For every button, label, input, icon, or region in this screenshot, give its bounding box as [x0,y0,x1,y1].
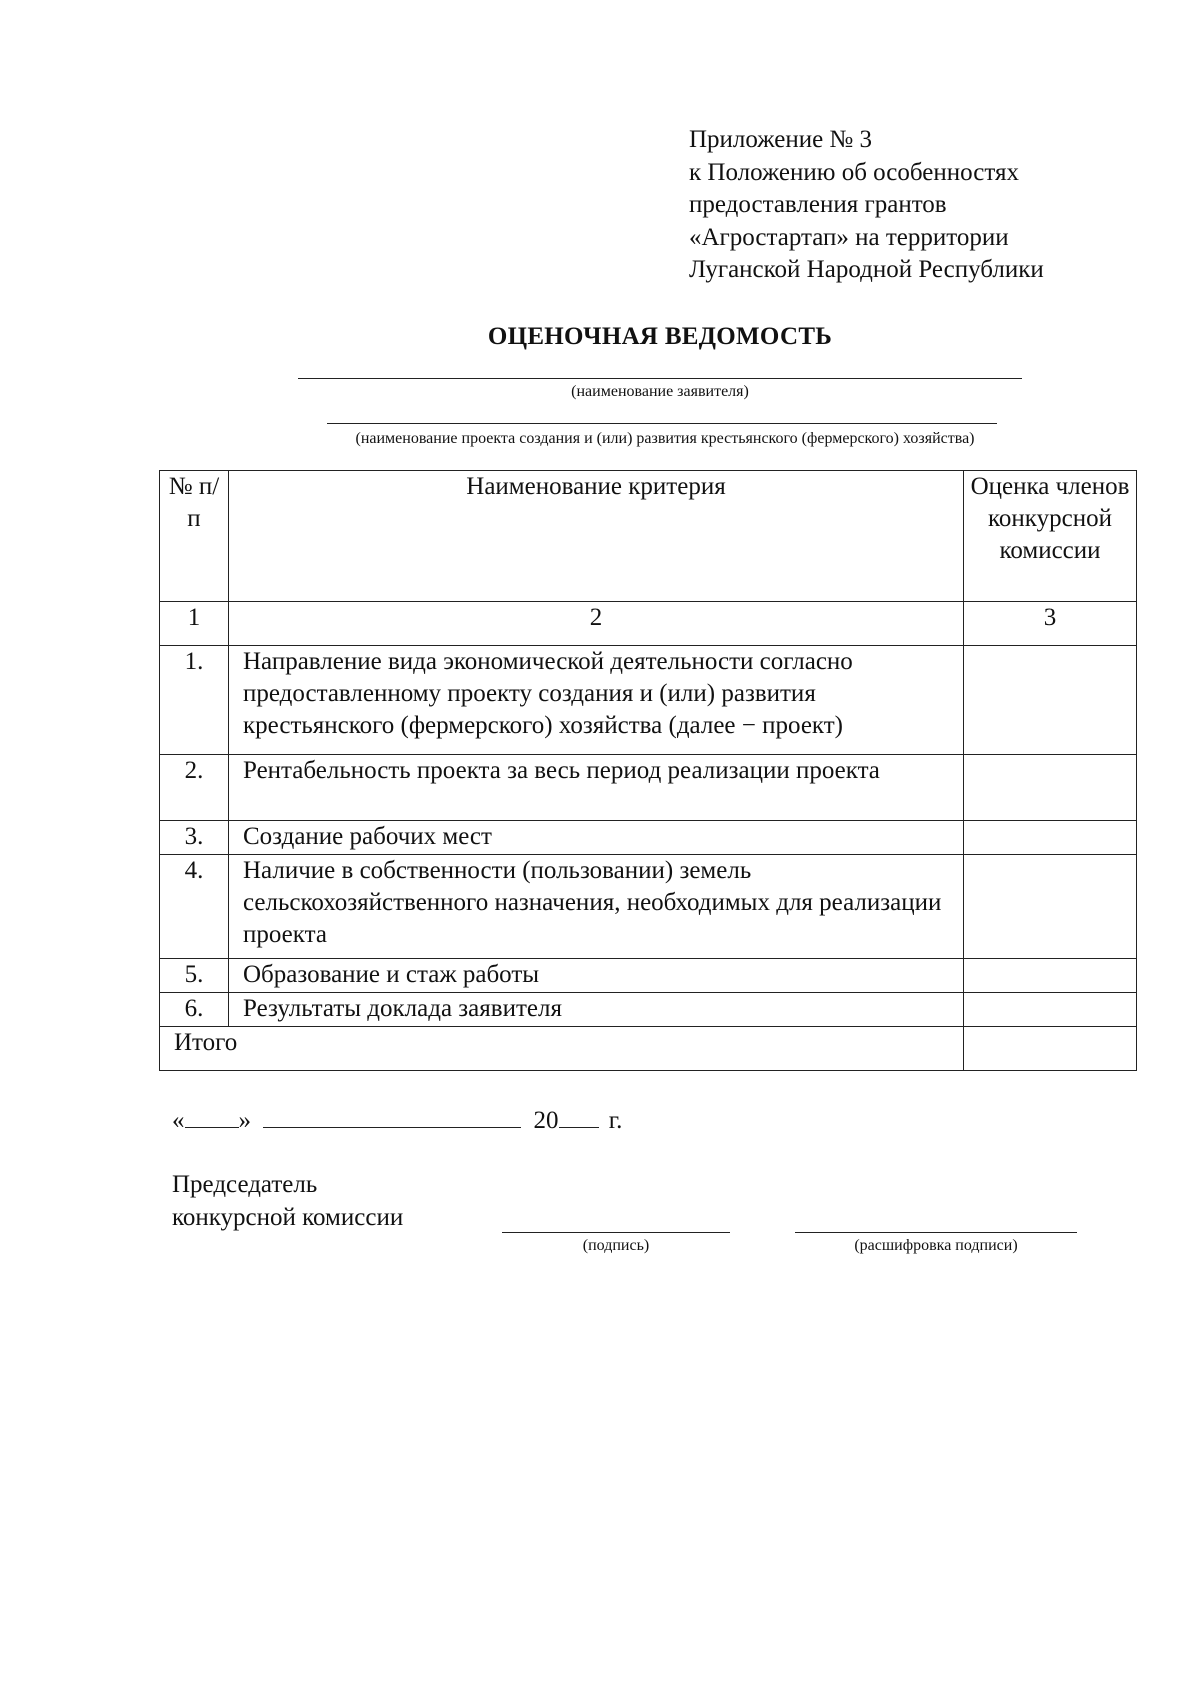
score-cell[interactable] [964,993,1137,1027]
column-number: 2 [229,602,964,646]
total-row [160,1027,1137,1071]
header-score: Оценка членов конкурсной комиссии [964,471,1137,602]
table-row [160,646,1137,755]
appendix-line: предоставления грантов [689,191,947,218]
signature-caption: (подпись) [582,1237,650,1254]
month-field[interactable] [263,1103,521,1128]
appendix-line: «Агростартап» на территории [689,223,1009,251]
appendix-header [689,124,1044,287]
project-name-field[interactable] [327,423,997,424]
column-number: 3 [964,602,1137,646]
signature-decode-caption: (расшифровка подписи) [854,1237,1018,1254]
row-number: 4. [160,855,229,959]
table-row [160,959,1137,993]
row-number: 3. [160,821,229,855]
score-cell[interactable] [964,959,1137,993]
row-number: 1. [160,646,229,755]
chairman-block [172,1168,403,1234]
appendix-line: Луганской Народной Республики [689,256,1044,283]
day-field[interactable] [185,1103,239,1128]
column-number-row [160,602,1137,646]
score-cell[interactable] [964,646,1137,755]
date-close-quote: » [238,1107,251,1134]
criterion-name: Направление вида экономической деятельности согласно предоставленному проекту создания и (или) развития крестьянского (фермерского) хозяйства (далее − проект) [229,646,964,755]
total-score-cell[interactable] [964,1027,1137,1071]
criterion-name: Рентабельность проекта за весь период реализации проекта [229,755,964,821]
date-line [172,1103,622,1135]
project-caption: (наименование проекта создания и (или) развития крестьянского (фермерского) хозяйства) [355,430,975,447]
signature-decode-field[interactable] [795,1232,1077,1233]
table-row [160,993,1137,1027]
header-criterion: Наименование критерия [229,471,964,602]
criterion-name: Результаты доклада заявителя [229,993,964,1027]
date-open-quote: « [172,1107,185,1134]
header-number: № п/п [160,471,229,602]
table-header-row [160,471,1137,602]
row-number: 2. [160,755,229,821]
appendix-line: Приложение № 3 [689,126,873,153]
criterion-name: Образование и стаж работы [229,959,964,993]
signature-field[interactable] [502,1232,730,1233]
row-number: 5. [160,959,229,993]
criterion-name: Наличие в собственности (пользовании) земель сельскохозяйственного назначения, необходимых для реализации проекта [229,855,964,959]
applicant-caption: (наименование заявителя) [571,383,749,400]
total-label: Итого [160,1027,964,1071]
criterion-name: Создание рабочих мест [229,821,964,855]
chairman-role-line: конкурсной комиссии [172,1204,404,1231]
criteria-table [159,470,1137,1071]
year-suffix: г. [608,1107,623,1134]
score-cell[interactable] [964,755,1137,821]
table-row [160,755,1137,821]
chairman-role-line: Председатель [172,1171,318,1198]
document-title: ОЦЕНОЧНАЯ ВЕДОМОСТЬ [487,323,833,350]
table-row [160,821,1137,855]
year-field[interactable] [559,1103,599,1128]
column-number: 1 [160,602,229,646]
appendix-line: к Положению об особенностях [689,158,1019,186]
score-cell[interactable] [964,821,1137,855]
table-row [160,855,1137,959]
row-number: 6. [160,993,229,1027]
score-cell[interactable] [964,855,1137,959]
applicant-name-field[interactable] [298,378,1022,379]
year-prefix: 20 [533,1107,559,1134]
